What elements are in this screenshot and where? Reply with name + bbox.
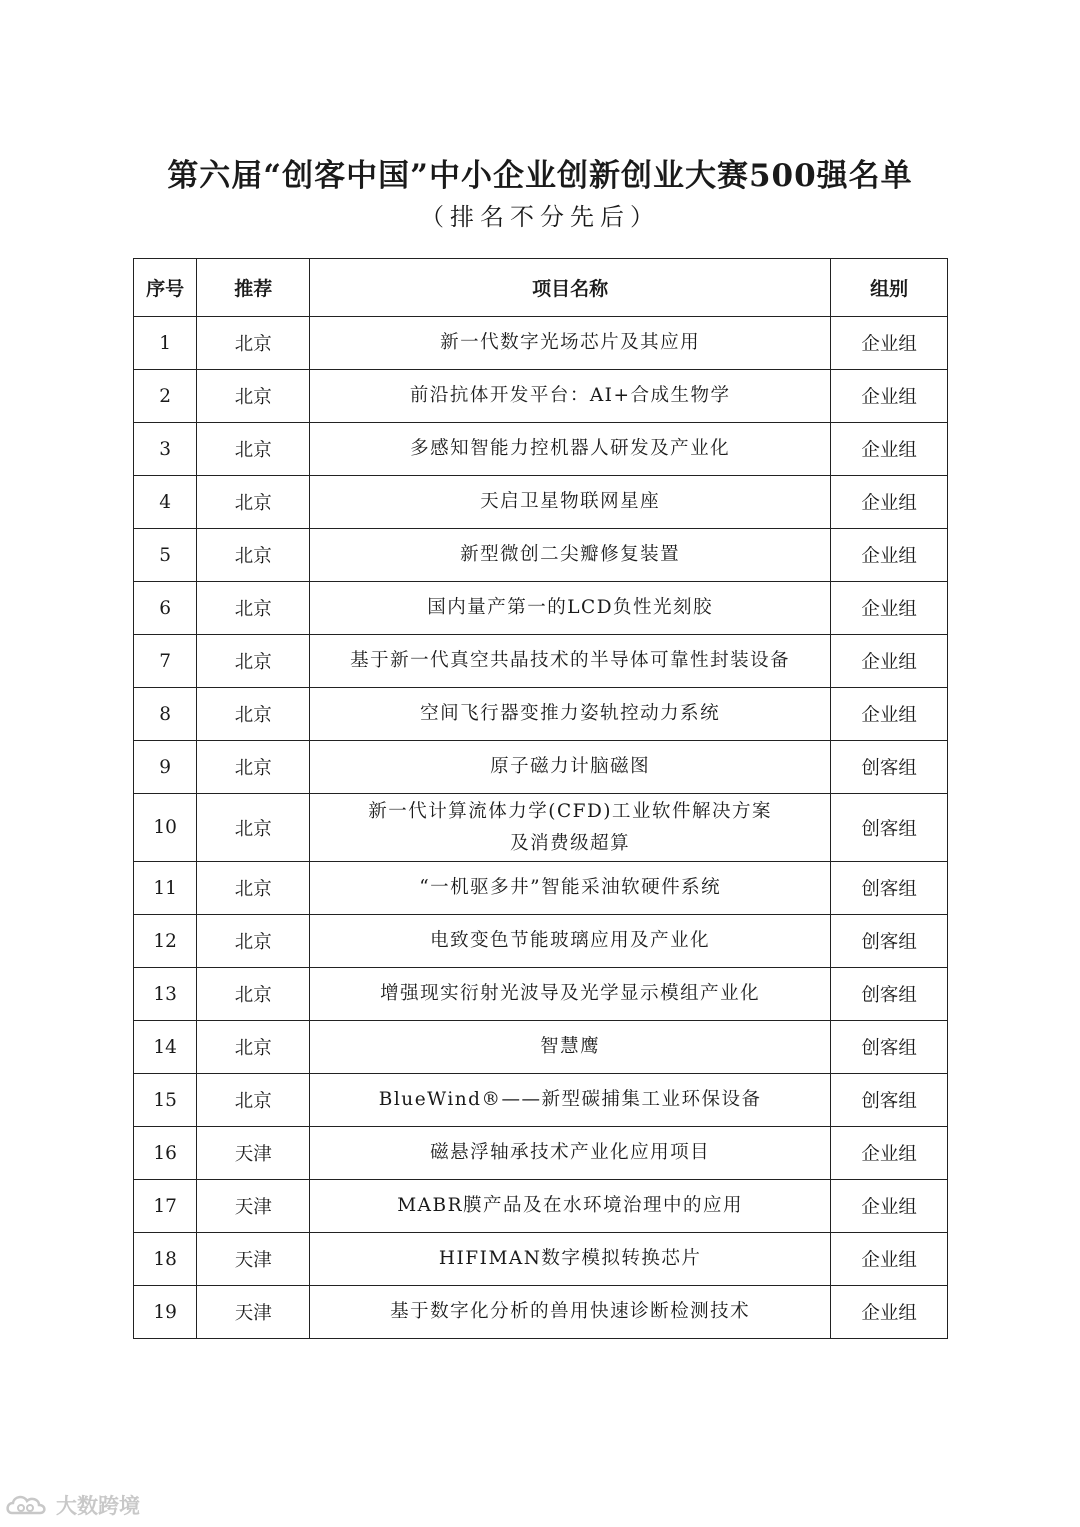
cell-group: 创客组 <box>831 862 948 915</box>
table-row <box>134 794 948 862</box>
cell-project-name: “一机驱多井”智能采油软硬件系统 <box>310 862 831 915</box>
cell-project-name: 国内量产第一的LCD负性光刻胶 <box>310 582 831 635</box>
cell-group: 企业组 <box>831 688 948 741</box>
table-row <box>134 582 948 635</box>
table-row <box>134 968 948 1021</box>
cell-project-name: 空间飞行器变推力姿轨控动力系统 <box>310 688 831 741</box>
cell-recommend: 北京 <box>197 968 310 1021</box>
table-row <box>134 529 948 582</box>
table-header-row <box>134 259 948 317</box>
watermark-text: 大数跨境 <box>56 1494 140 1518</box>
cell-project-name: 磁悬浮轴承技术产业化应用项目 <box>310 1127 831 1180</box>
cell-group: 创客组 <box>831 1074 948 1127</box>
cell-recommend: 北京 <box>197 582 310 635</box>
cell-project-name: 天启卫星物联网星座 <box>310 476 831 529</box>
table-row <box>134 423 948 476</box>
table-row <box>134 1074 948 1127</box>
cell-serial: 18 <box>134 1233 197 1286</box>
cell-recommend: 北京 <box>197 1074 310 1127</box>
cell-serial: 16 <box>134 1127 197 1180</box>
cell-serial: 6 <box>134 582 197 635</box>
cell-group: 企业组 <box>831 1286 948 1339</box>
cell-serial: 4 <box>134 476 197 529</box>
watermark <box>4 1488 140 1522</box>
cell-group: 创客组 <box>831 794 948 862</box>
table-row <box>134 317 948 370</box>
cell-group: 企业组 <box>831 1127 948 1180</box>
cell-recommend: 天津 <box>197 1233 310 1286</box>
table-row <box>134 688 948 741</box>
cell-serial: 7 <box>134 635 197 688</box>
cell-recommend: 北京 <box>197 741 310 794</box>
cell-serial: 13 <box>134 968 197 1021</box>
cell-project-name: HIFIMAN数字模拟转换芯片 <box>310 1233 831 1286</box>
cell-group: 企业组 <box>831 582 948 635</box>
cell-group: 创客组 <box>831 741 948 794</box>
table-row <box>134 476 948 529</box>
cell-serial: 5 <box>134 529 197 582</box>
cell-project-name: 新一代数字光场芯片及其应用 <box>310 317 831 370</box>
cell-serial: 15 <box>134 1074 197 1127</box>
cell-serial: 3 <box>134 423 197 476</box>
cell-group: 创客组 <box>831 1021 948 1074</box>
cell-group: 企业组 <box>831 1233 948 1286</box>
header-project-name: 项目名称 <box>310 259 831 317</box>
cell-recommend: 北京 <box>197 915 310 968</box>
cell-recommend: 北京 <box>197 423 310 476</box>
cell-project-name <box>310 794 831 862</box>
page-subtitle: （排名不分先后） <box>420 203 660 231</box>
cell-recommend: 北京 <box>197 476 310 529</box>
cell-recommend: 北京 <box>197 862 310 915</box>
cell-group: 创客组 <box>831 915 948 968</box>
cell-project-name: 增强现实衍射光波导及光学显示模组产业化 <box>310 968 831 1021</box>
cell-group: 企业组 <box>831 529 948 582</box>
header-recommend: 推荐 <box>197 259 310 317</box>
table-row <box>134 635 948 688</box>
cell-serial: 11 <box>134 862 197 915</box>
cell-recommend: 天津 <box>197 1127 310 1180</box>
table-row <box>134 1021 948 1074</box>
cell-serial: 12 <box>134 915 197 968</box>
cell-project-name: 多感知智能力控机器人研发及产业化 <box>310 423 831 476</box>
winners-table <box>133 258 948 1339</box>
cell-serial: 9 <box>134 741 197 794</box>
table-row <box>134 741 948 794</box>
cell-recommend: 北京 <box>197 688 310 741</box>
cell-recommend: 北京 <box>197 1021 310 1074</box>
table-row <box>134 370 948 423</box>
cell-project-name: 基于数字化分析的兽用快速诊断检测技术 <box>310 1286 831 1339</box>
table-row <box>134 915 948 968</box>
cell-serial: 1 <box>134 317 197 370</box>
page-title: 第六届“创客中国”中小企业创新创业大赛500强名单 <box>167 158 913 194</box>
cell-serial: 2 <box>134 370 197 423</box>
cell-group: 创客组 <box>831 968 948 1021</box>
cell-recommend: 北京 <box>197 635 310 688</box>
header-group: 组别 <box>831 259 948 317</box>
cell-group: 企业组 <box>831 370 948 423</box>
cell-project-name: MABR膜产品及在水环境治理中的应用 <box>310 1180 831 1233</box>
project-name-line-1: 新一代计算流体力学(CFD)工业软件解决方案 <box>368 800 773 822</box>
cell-recommend: 天津 <box>197 1180 310 1233</box>
cell-project-name: 基于新一代真空共晶技术的半导体可靠性封装设备 <box>310 635 831 688</box>
table-row <box>134 1286 948 1339</box>
header-serial: 序号 <box>134 259 197 317</box>
table-row <box>134 1233 948 1286</box>
cell-project-name: 前沿抗体开发平台：AI+合成生物学 <box>310 370 831 423</box>
cell-project-name: 电致变色节能玻璃应用及产业化 <box>310 915 831 968</box>
cell-project-name: 原子磁力计脑磁图 <box>310 741 831 794</box>
table-row <box>134 1180 948 1233</box>
cell-project-name: BlueWind®——新型碳捕集工业环保设备 <box>310 1074 831 1127</box>
cell-group: 企业组 <box>831 423 948 476</box>
data-cloud-logo-icon <box>4 1491 50 1519</box>
cell-project-name: 智慧鹰 <box>310 1021 831 1074</box>
cell-serial: 14 <box>134 1021 197 1074</box>
cell-serial: 10 <box>134 794 197 862</box>
table-row <box>134 1127 948 1180</box>
cell-recommend: 天津 <box>197 1286 310 1339</box>
cell-serial: 17 <box>134 1180 197 1233</box>
cell-group: 企业组 <box>831 635 948 688</box>
cell-recommend: 北京 <box>197 794 310 862</box>
cell-recommend: 北京 <box>197 317 310 370</box>
cell-group: 企业组 <box>831 1180 948 1233</box>
project-name-line-2: 及消费级超算 <box>510 832 631 854</box>
cell-group: 企业组 <box>831 317 948 370</box>
cell-serial: 8 <box>134 688 197 741</box>
cell-serial: 19 <box>134 1286 197 1339</box>
cell-group: 企业组 <box>831 476 948 529</box>
cell-recommend: 北京 <box>197 529 310 582</box>
table-row <box>134 862 948 915</box>
cell-project-name: 新型微创二尖瓣修复装置 <box>310 529 831 582</box>
cell-recommend: 北京 <box>197 370 310 423</box>
